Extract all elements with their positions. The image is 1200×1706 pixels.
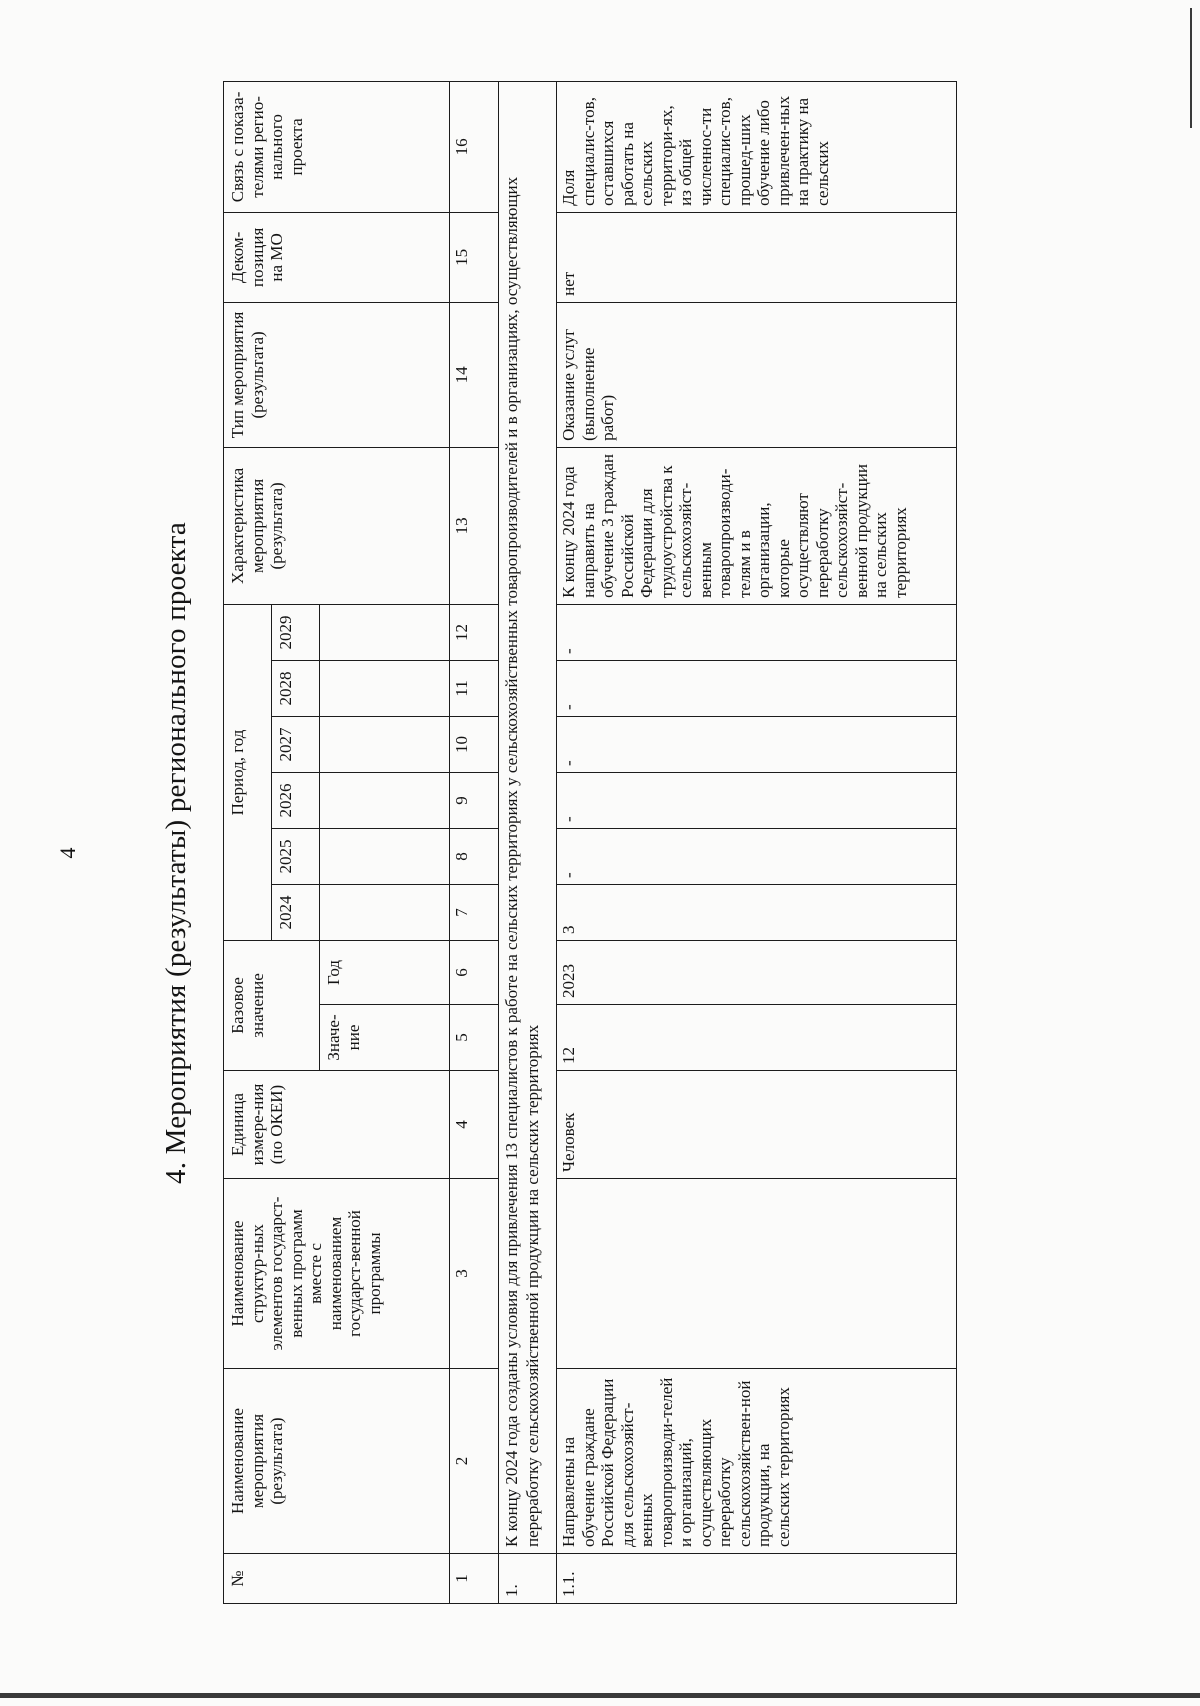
header-struct: Наименование структур-ных элементов государст-венных программ вместе с наименованием государст-венной программы <box>224 1179 450 1369</box>
header-period: Период, год <box>224 604 272 940</box>
row-name: Направлены на обучение граждане Российской Федерации для сельскохозяйст-венных товаропроизводи-телей и организаций, осуществляющих переработку сельскохозяйствен-ной продукции, на сельских территориях <box>557 1369 957 1554</box>
column-number: 16 <box>450 81 499 212</box>
row-characteristic: К концу 2024 года направить на обучение 3 граждан Российской Федерации для трудоустройства к сельскохозяйст-венным товаропроизводи-телям и в организации, которые осуществляют переработку сельскохозяйст-венной продукции на сельских территориях <box>557 447 957 604</box>
header-link: Связь с показа-телями регио-нального проекта <box>224 81 450 212</box>
header-base-value: Значе-ние <box>320 1005 450 1071</box>
header-year: 2029 <box>272 604 320 660</box>
section-row <box>499 81 557 1603</box>
column-number: 7 <box>450 884 499 940</box>
row-struct <box>557 1179 957 1369</box>
row-value-2026: - <box>557 772 957 828</box>
header-year-spacer <box>320 716 450 772</box>
header-unit: Единица измере-ния (по ОКЕИ) <box>224 1071 450 1179</box>
header-year: 2027 <box>272 716 320 772</box>
column-number: 8 <box>450 828 499 884</box>
header-row <box>224 81 272 1603</box>
header-year-spacer <box>320 828 450 884</box>
section-number: 1. <box>499 1554 557 1604</box>
column-numbers-row <box>450 81 499 1603</box>
row-value-2024: 3 <box>557 884 957 940</box>
column-number: 11 <box>450 660 499 716</box>
column-number: 10 <box>450 716 499 772</box>
row-type: Оказание услуг (выполнение работ) <box>557 302 957 447</box>
page-number: 4 <box>55 847 80 859</box>
header-name: Наименование мероприятия (результата) <box>224 1369 450 1554</box>
header-type: Тип мероприятия (результата) <box>224 302 450 447</box>
header-decomposition: Деком-позиция на МО <box>224 212 450 302</box>
page-title: 4. Мероприятия (результаты) регионального проекта <box>160 522 192 1184</box>
column-number: 12 <box>450 604 499 660</box>
row-value-2025: - <box>557 828 957 884</box>
row-value-2027: - <box>557 716 957 772</box>
column-number: 4 <box>450 1071 499 1179</box>
header-year-spacer <box>320 660 450 716</box>
header-year: 2028 <box>272 660 320 716</box>
header-base-year: Год <box>320 940 450 1004</box>
column-number: 2 <box>450 1369 499 1554</box>
column-number: 6 <box>450 940 499 1004</box>
row-base-value: 12 <box>557 1005 957 1071</box>
column-number: 14 <box>450 302 499 447</box>
column-number: 15 <box>450 212 499 302</box>
header-year: 2025 <box>272 828 320 884</box>
header-year: 2026 <box>272 772 320 828</box>
header-characteristic: Характеристика мероприятия (результата) <box>224 447 450 604</box>
row-link: Доля специалис-тов, оставшихся работать на сельских территори-ях, из общей численнос-ти специалис-тов, прошед-ших обучение либо привлечен-ных на практику на сельских <box>557 81 957 212</box>
results-table <box>223 81 957 1604</box>
section-text: К концу 2024 года созданы условия для привлечения 13 специалистов к работе на сельских территориях у сельскохозяйственных товаропроизводителей и в организациях, осуществляющих переработку сельскохозяйственной продукции на сельских территориях <box>499 81 557 1553</box>
header-year: 2024 <box>272 884 320 940</box>
header-num: № <box>224 1554 450 1604</box>
header-year-spacer <box>320 772 450 828</box>
row-value-2028: - <box>557 660 957 716</box>
column-number: 9 <box>450 772 499 828</box>
column-number: 13 <box>450 447 499 604</box>
row-unit: Человек <box>557 1071 957 1179</box>
row-base-year: 2023 <box>557 940 957 1004</box>
header-year-spacer <box>320 884 450 940</box>
row-number: 1.1. <box>557 1554 957 1604</box>
header-base: Базовое значение <box>224 940 320 1070</box>
header-year-spacer <box>320 604 450 660</box>
column-number: 5 <box>450 1005 499 1071</box>
table-row <box>557 81 957 1603</box>
row-decomposition: нет <box>557 212 957 302</box>
column-number: 3 <box>450 1179 499 1369</box>
column-number: 1 <box>450 1554 499 1604</box>
row-value-2029: - <box>557 604 957 660</box>
